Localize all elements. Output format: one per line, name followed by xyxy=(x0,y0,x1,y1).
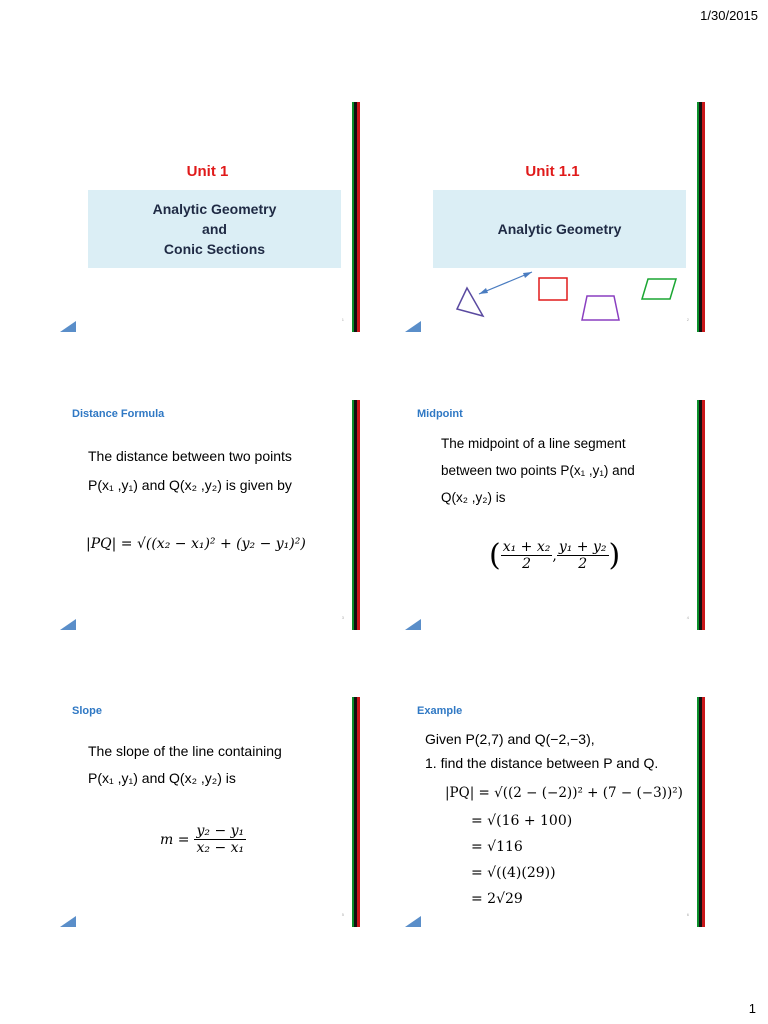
unit-title: Unit 1 xyxy=(186,163,229,180)
title-line-1: Analytic Geometry xyxy=(152,201,277,217)
slope-formula xyxy=(160,823,246,856)
corner-triangle-icon xyxy=(60,916,76,927)
example-step-4: = √((4)(29)) xyxy=(471,865,556,881)
square-shape xyxy=(539,278,567,300)
slide-number: 3 xyxy=(341,615,344,620)
example-step-3: = √116 xyxy=(471,839,523,855)
corner-triangle-icon xyxy=(405,916,421,927)
body-line-2: between two points P(x₁ ,y₁) and xyxy=(441,463,635,478)
slide-number: 4 xyxy=(686,615,689,620)
slide-3 xyxy=(60,400,360,630)
title-line-2: and xyxy=(202,221,227,237)
decorative-bars xyxy=(352,400,360,630)
triangle-shape xyxy=(457,288,483,316)
slide-label: Midpoint xyxy=(417,408,463,420)
slide-label: Example xyxy=(417,705,463,717)
decorative-bars xyxy=(697,102,705,332)
body-line-1: The distance between two points xyxy=(88,448,292,464)
decorative-bars xyxy=(352,697,360,927)
page-number: 1 xyxy=(748,1001,756,1016)
slope-lhs: m = xyxy=(160,831,190,848)
body-line-2: P(x₁ ,y₁) and Q(x₂ ,y₂) is xyxy=(88,770,236,786)
decorative-bars xyxy=(697,697,705,927)
slide-number: 6 xyxy=(686,912,689,917)
unit-title: Unit 1.1 xyxy=(525,163,580,180)
slide-4 xyxy=(405,400,705,630)
distance-formula: |PQ| = √((x₂ − x₁)² + (y₂ − y₁)²) xyxy=(86,536,306,552)
body-line-1: The slope of the line containing xyxy=(88,743,282,759)
body-line-1: The midpoint of a line segment xyxy=(441,436,626,451)
parallelogram-shape xyxy=(642,279,676,299)
slide-number: 2 xyxy=(686,317,689,322)
geometry-shapes xyxy=(405,102,705,332)
body-line-2: 1. find the distance between P and Q. xyxy=(425,755,659,771)
corner-triangle-icon xyxy=(60,619,76,630)
slide-number: 1 xyxy=(341,317,344,322)
midpoint-y-fraction: $\frac{\text{y₁ + y₂}}{2}$ xyxy=(558,539,607,572)
page-date: 1/30/2015 xyxy=(700,8,758,23)
slope-fraction: $\frac{\text{y₂ − y₁}}{\text{x₂ − x₁}}$ xyxy=(196,823,245,856)
midpoint-x-fraction: $\frac{\text{x₁ + x₂}}{2}$ xyxy=(502,539,551,572)
slide-label: Slope xyxy=(72,705,102,717)
slide-2 xyxy=(405,102,705,332)
corner-triangle-icon xyxy=(405,619,421,630)
title-box xyxy=(88,190,341,268)
example-step-5: = 2√29 xyxy=(471,891,523,907)
corner-triangle-icon xyxy=(405,321,421,332)
slide-6 xyxy=(405,697,705,927)
body-line-2: P(x₁ ,y₁) and Q(x₂ ,y₂) is given by xyxy=(88,477,292,493)
slide-number: 5 xyxy=(341,912,344,917)
slide-5 xyxy=(60,697,360,927)
body-line-1: Given P(2,7) and Q(−2,−3), xyxy=(425,731,595,747)
title-text: Analytic Geometry xyxy=(497,221,622,237)
title-line-3: Conic Sections xyxy=(163,241,266,257)
example-step-1: |PQ| = √((2 − (−2))² + (7 − (−3))²) xyxy=(445,785,683,801)
slide-1 xyxy=(60,102,360,332)
decorative-bars xyxy=(697,400,705,630)
decorative-bars xyxy=(352,102,360,332)
corner-triangle-icon xyxy=(60,321,76,332)
body-line-3: Q(x₂ ,y₂) is xyxy=(441,490,506,505)
slide-label: Distance Formula xyxy=(72,408,165,420)
midpoint-formula: ( $\frac{\text{x₁ + x₂}}{2}$ , $\frac{\text{y₁ + y₂}}{2}$ ) xyxy=(489,538,621,573)
example-step-2: = √(16 + 100) xyxy=(471,813,573,829)
trapezoid-shape xyxy=(582,296,619,320)
